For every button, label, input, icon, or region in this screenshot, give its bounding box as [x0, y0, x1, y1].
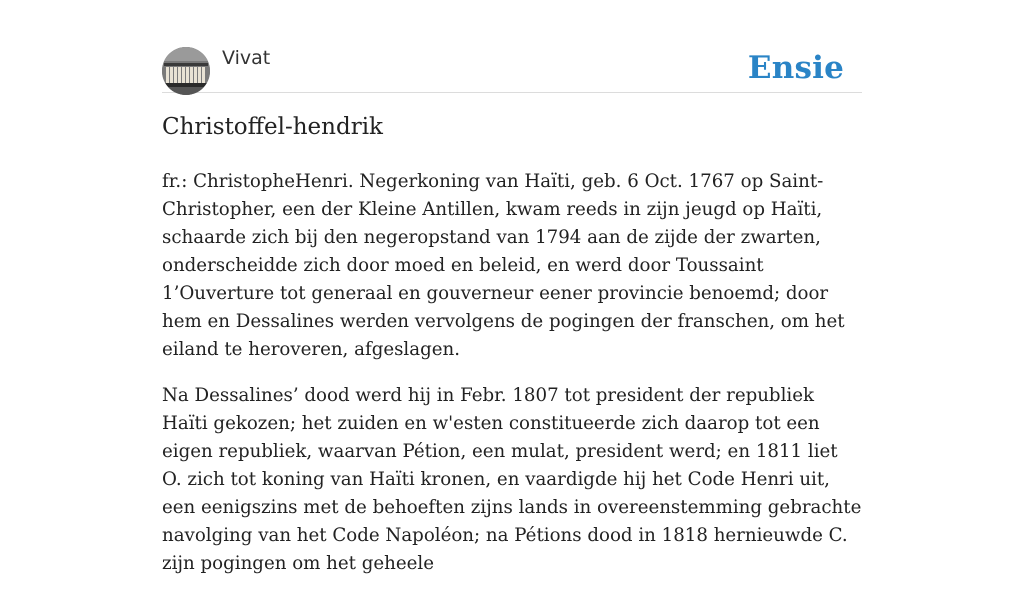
- article-paragraph: fr.: ChristopheHenri. Negerkoning van Haïti, geb. 6 Oct. 1767 op Saint-Christopher, een der Kleine Antillen, kwam reeds in zijn jeugd op Haïti, schaarde zich bij den negeropstand van 1794 aan de zijde der zwarten, onderscheidde zich door moed en beleid, en werd door Toussaint 1’Ouverture tot generaal en gouverneur eener provincie benoemd; door hem en Dessalines werden vervolgens de pogingen der franschen, om het eiland te heroveren, afgeslagen.: [162, 171, 845, 360]
- author-name[interactable]: Vivat: [222, 47, 271, 69]
- books-avatar-icon[interactable]: [162, 47, 210, 95]
- brand-logo[interactable]: Ensie: [747, 50, 844, 86]
- header: [162, 44, 862, 93]
- article-title: Christoffel-hendrik: [162, 114, 383, 140]
- article-paragraph: Na Dessalines’ dood werd hij in Febr. 1807 tot president der republiek Haïti gekozen; het zuiden en w'esten constitueerde zich daarop tot een eigen republiek, waarvan Pétion, een mulat, president werd; en 1811 liet O. zich tot koning van Haïti kronen, en vaardigde hij het Code Henri uit, een eenigszins met de behoeften zijns lands in overeenstemming gebrachte navolging van het Code Napoléon; na Pétions dood in 1818 hernieuwde C. zijn pogingen om het geheele: [162, 385, 862, 574]
- article-body: [162, 168, 862, 596]
